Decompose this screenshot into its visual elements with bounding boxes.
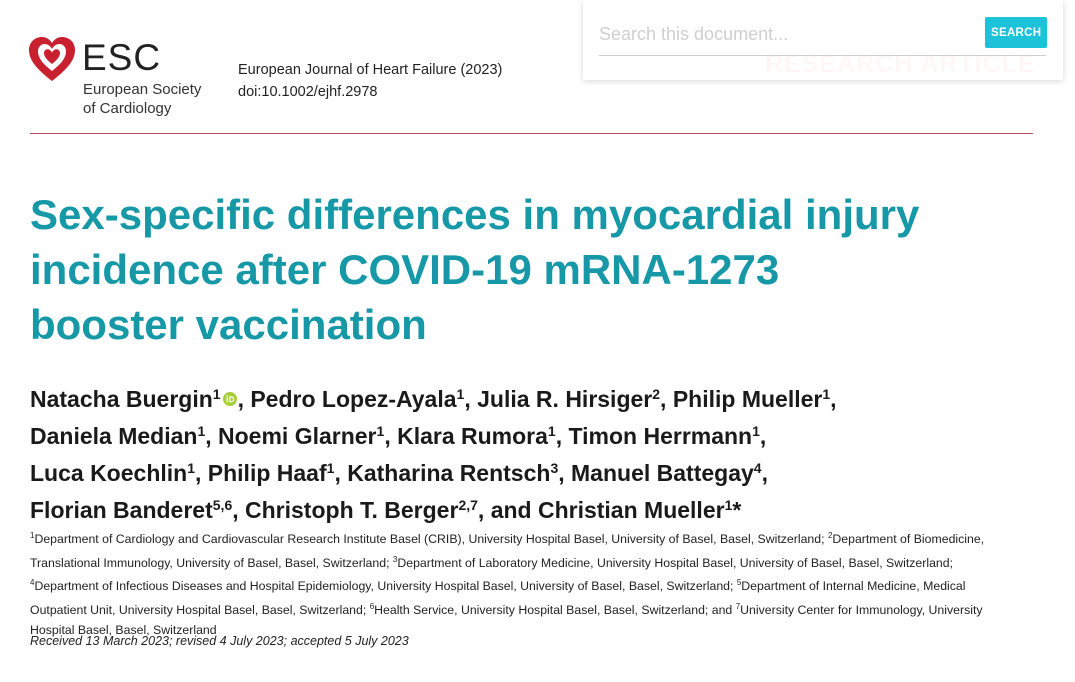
affiliation-number: 1 — [187, 460, 195, 476]
author-name[interactable]: Noemi Glarner — [218, 423, 377, 449]
esc-heart-icon — [28, 36, 76, 84]
search-panel — [583, 0, 1063, 80]
affiliation-text: Department of Internal Medicine, Medical — [741, 579, 966, 594]
affiliation-line — [30, 550, 1040, 574]
affiliation-text: Department of Laboratory Medicine, University Hospital Basel, University of Basel, Basel, Switzerland; — [397, 555, 954, 570]
title-line: booster vaccination — [30, 301, 427, 348]
author-name[interactable]: Pedro Lopez-Ayala — [250, 386, 457, 412]
article-title — [30, 187, 1030, 352]
affiliation-number: 3 — [550, 460, 559, 476]
title-line: Sex-specific differences in myocardial injury — [30, 191, 920, 238]
author — [673, 386, 837, 412]
author-name[interactable]: Timon Herrmann — [568, 423, 753, 449]
affiliation-number: 1 — [376, 423, 385, 439]
author — [347, 460, 571, 486]
author-separator: , — [205, 423, 219, 449]
affiliation-line — [30, 573, 1040, 597]
author-line — [30, 378, 837, 415]
affiliation-text: Health Service, University Hospital Basel, Basel, Switzerland; and — [374, 603, 736, 618]
author-name[interactable]: Luca Koechlin — [30, 460, 188, 486]
author — [397, 423, 568, 449]
affiliation-text: Translational Immunology, University of Basel, Basel, Switzerland; — [30, 555, 393, 570]
author — [208, 460, 347, 486]
author — [30, 497, 245, 523]
affiliation-number: 2 — [827, 531, 833, 540]
affiliation-number: 6 — [369, 602, 375, 612]
author — [245, 497, 491, 523]
author-separator: , — [195, 460, 208, 486]
affiliation-number: 1 — [547, 423, 556, 439]
affiliation-number: 4 — [753, 460, 762, 476]
affiliation-number: 2,7 — [458, 497, 478, 513]
author — [477, 386, 673, 412]
author-separator: , — [660, 386, 673, 412]
author-name[interactable]: Daniela Median — [30, 423, 198, 449]
author-name[interactable]: Natacha Buergin — [30, 386, 213, 412]
affiliation-line — [30, 597, 1040, 621]
orcid-icon[interactable] — [223, 382, 237, 414]
search-underline — [599, 55, 1046, 56]
affiliation-number: 3 — [392, 554, 398, 564]
author-list — [30, 378, 837, 526]
affiliation-line — [30, 526, 1040, 550]
affiliation-number: 1 — [326, 460, 335, 476]
author-line — [30, 415, 837, 452]
author-separator: , — [334, 460, 348, 486]
author — [569, 423, 767, 449]
affiliation-text: Department of Infectious Diseases and Hospital Epidemiology, University Hospital Basel, University of Basel, Basel, Switzerland; — [34, 579, 737, 594]
journal-name: European Journal of Heart Failure (2023) — [238, 62, 503, 78]
author — [250, 386, 477, 412]
author-separator: , — [232, 497, 246, 523]
affiliation-number: 5 — [736, 578, 742, 588]
author-separator: , — [237, 386, 251, 412]
author — [30, 460, 208, 486]
search-button[interactable]: SEARCH — [985, 17, 1047, 48]
author-name[interactable]: Philip Haaf — [207, 460, 327, 486]
corresponding-author-mark: * — [732, 497, 742, 523]
author-separator: , — [759, 423, 767, 449]
author — [571, 460, 768, 486]
affiliation-number: 1 — [456, 386, 465, 402]
author-separator: , — [384, 423, 398, 449]
journal-info — [238, 59, 502, 103]
author-separator: , — [477, 497, 491, 523]
author — [30, 423, 218, 449]
logo-abbreviation: ESC — [82, 37, 162, 78]
affiliation-number: 1 — [822, 386, 831, 402]
journal-doi[interactable]: doi:10.1002/ejhf.2978 — [238, 84, 378, 100]
author — [30, 386, 250, 412]
author-name[interactable]: and Christian Mueller — [490, 497, 725, 523]
author — [491, 497, 742, 523]
affiliation-text: Department of Cardiology and Cardiovascular Research Institute Basel (CRIB), University Hospital Basel, University of Basel, Basel, Switzerland; — [34, 532, 828, 546]
title-line: incidence after COVID-19 mRNA-1273 — [30, 246, 780, 293]
author-separator: , — [464, 386, 478, 412]
affiliations — [30, 526, 1040, 641]
header-divider — [30, 133, 1033, 134]
search-input[interactable] — [599, 18, 974, 50]
esc-logo — [28, 36, 228, 120]
author-separator: , — [830, 386, 837, 412]
author-name[interactable]: Klara Rumora — [397, 423, 548, 449]
affiliation-number: 2 — [652, 386, 661, 402]
affiliation-number: 1 — [724, 497, 733, 513]
author-name[interactable]: Philip Mueller — [672, 386, 823, 412]
author-name[interactable]: Christoph T. Berger — [245, 497, 459, 523]
affiliation-text: Outpatient Unit, University Hospital Basel, Basel, Switzerland; — [30, 603, 370, 618]
author-name[interactable]: Katharina Rentsch — [347, 460, 551, 486]
logo-org-name-line1: European Society — [83, 81, 202, 98]
author-separator: , — [761, 460, 768, 486]
affiliation-number: 4 — [30, 578, 35, 588]
author-line — [30, 452, 837, 489]
affiliation-number: 1 — [752, 423, 760, 439]
author — [218, 423, 397, 449]
author-name[interactable]: Florian Banderet — [30, 497, 213, 523]
received-dates: Received 13 March 2023; revised 4 July 2023; accepted 5 July 2023 — [30, 634, 409, 648]
affiliation-text: Department of Biomedicine, — [832, 532, 985, 546]
author-name[interactable]: Julia R. Hirsiger — [477, 386, 653, 412]
affiliation-number: 1 — [30, 531, 35, 540]
affiliation-text: Hospital Basel, Basel, Switzerland — [30, 622, 217, 637]
affiliation-number: 1 — [197, 423, 206, 439]
affiliation-number: 5,6 — [212, 497, 233, 513]
affiliation-number: 1 — [212, 386, 221, 402]
author-line — [30, 489, 837, 526]
affiliation-number: 7 — [735, 602, 741, 612]
author-separator: , — [558, 460, 572, 486]
author-separator: , — [555, 423, 569, 449]
author-name[interactable]: Manuel Battegay — [571, 460, 754, 486]
logo-org-name-line2: of Cardiology — [83, 100, 172, 117]
affiliation-text: University Center for Immunology, University — [740, 603, 983, 618]
